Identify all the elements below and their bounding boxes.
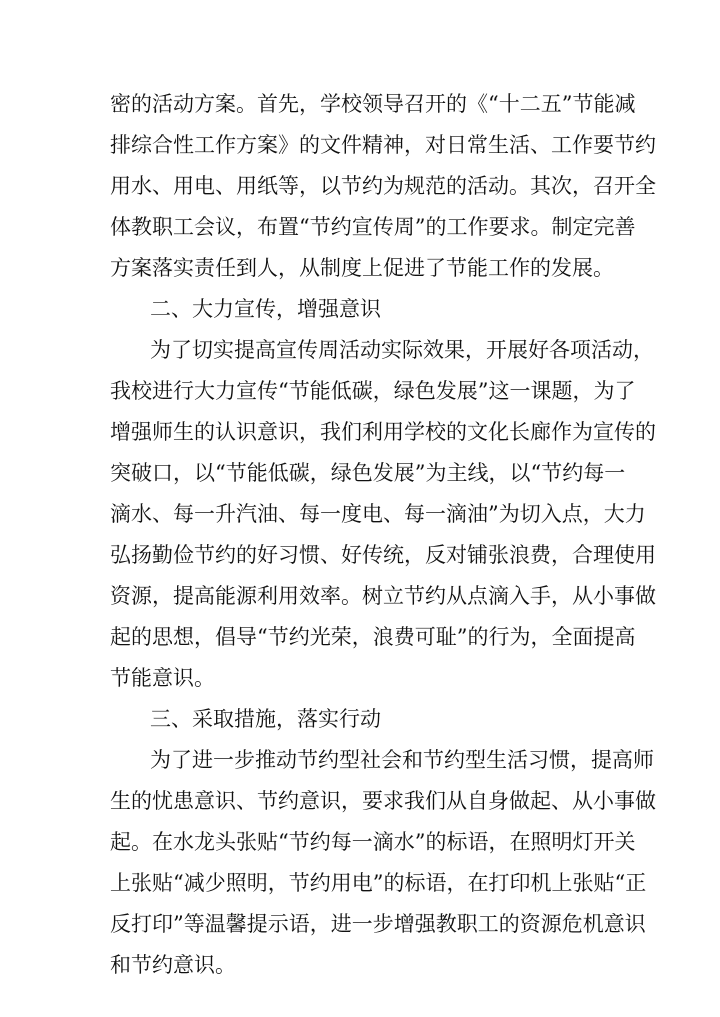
paragraph-line: 密的活动方案。首先，学校领导召开的《“十二五”节能减: [110, 92, 636, 116]
paragraph-line: 反打印”等温馨提示语，进一步增强教职工的资源危机意识: [110, 912, 646, 936]
paragraph-line: 体教职工会议，布置“节约宣传周”的工作要求。制定完善: [110, 215, 636, 239]
paragraph-line: 增强师生的认识意识，我们利用学校的文化长廊作为宣传的: [110, 420, 656, 444]
paragraph-line: 为了切实提高宣传周活动实际效果，开展好各项活动，: [150, 338, 654, 362]
paragraph-line: 起。在水龙头张贴“节约每一滴水”的标语，在照明灯开关: [110, 830, 636, 854]
section-heading: 三、采取措施，落实行动: [150, 707, 381, 731]
paragraph-line: 起的思想，倡导“节约光荣，浪费可耻”的行为，全面提高: [110, 625, 636, 649]
paragraph-line: 滴水、每一升汽油、每一度电、每一滴油”为切入点，大力: [110, 502, 646, 526]
paragraph-line: 上张贴“减少照明，节约用电”的标语，在打印机上张贴“正: [110, 871, 647, 895]
paragraph-line: 资源，提高能源利用效率。树立节约从点滴入手，从小事做: [110, 584, 656, 608]
paragraph-line: 节能意识。: [110, 666, 215, 690]
paragraph-line: 和节约意识。: [110, 953, 236, 977]
paragraph-line: 弘扬勤俭节约的好习惯、好传统，反对铺张浪费，合理使用: [110, 543, 656, 567]
paragraph-line: 为了进一步推动节约型社会和节约型生活习惯，提高师: [150, 748, 654, 772]
paragraph-line: 生的忧患意识、节约意识，要求我们从自身做起、从小事做: [110, 789, 656, 813]
paragraph-line: 用水、用电、用纸等，以节约为规范的活动。其次，召开全: [110, 174, 656, 198]
paragraph-line: 方案落实责任到人，从制度上促进了节能工作的发展。: [110, 256, 614, 280]
paragraph-line: 突破口，以“节能低碳，绿色发展”为主线，以“节约每一: [110, 461, 626, 485]
section-heading: 二、大力宣传，增强意识: [150, 297, 381, 321]
paragraph-line: 我校进行大力宣传“节能低碳，绿色发展”这一课题，为了: [110, 379, 636, 403]
paragraph-line: 排综合性工作方案》的文件精神，对日常生活、工作要节约: [110, 133, 656, 157]
